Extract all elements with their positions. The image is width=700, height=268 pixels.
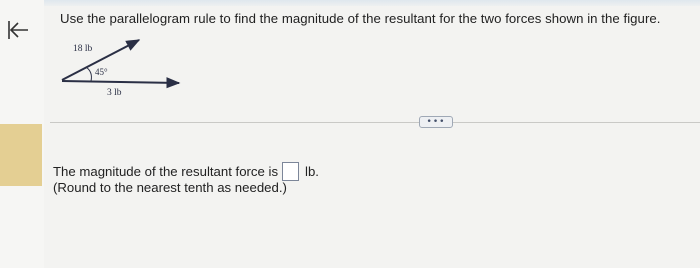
back-arrow-icon[interactable] [6,18,30,42]
answer-input[interactable] [282,162,299,181]
force-label-3lb: 3 lb [107,88,122,98]
rounding-note: (Round to the nearest tenth as needed.) [53,180,287,195]
force-diagram [55,36,190,100]
more-button[interactable]: ••• [419,116,453,128]
answer-prefix: The magnitude of the resultant force is [53,164,279,179]
angle-label: 45° [95,67,108,77]
side-tab[interactable] [0,124,42,186]
answer-line [53,162,319,181]
section-divider [50,122,700,123]
force-label-18lb: 18 lb [73,44,93,54]
force-vector-3lb [62,81,179,83]
question-text: Use the parallelogram rule to find the magnitude of the resultant for the two forces shown in the figure. [60,11,661,26]
top-strip [0,0,700,6]
angle-arc [86,67,91,81]
answer-unit: lb. [305,164,319,179]
